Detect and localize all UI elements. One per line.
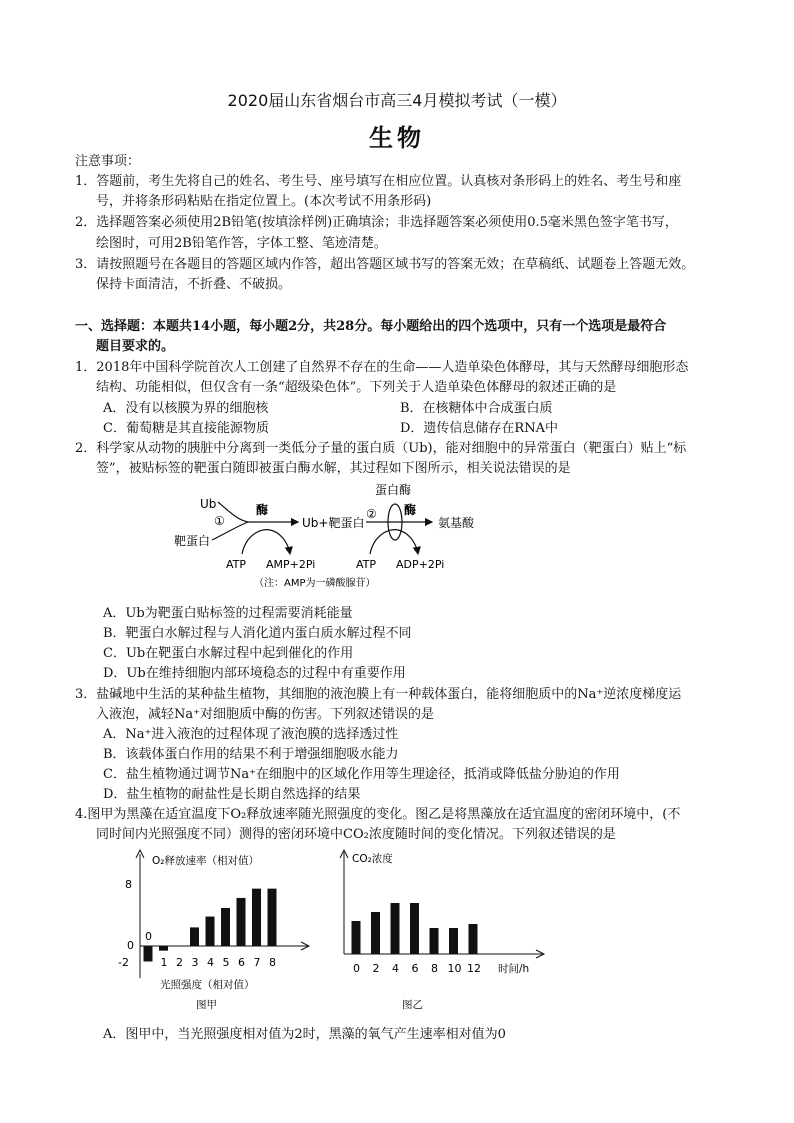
ub-pathway-diagram [170,478,550,590]
amp-label: AMP+2Pi [266,558,316,571]
chart-co2-concentration [330,848,550,1013]
bar-10 [449,928,458,954]
ub-label: Ub [200,497,217,511]
adp-curve [398,530,418,554]
x-tick-label: 8 [431,962,438,975]
step1-marker: ① [214,514,225,528]
bar-0 [144,946,153,962]
y-axis-label: O₂释放速率（相对值） [152,855,259,867]
x-tick-label: 12 [467,962,481,975]
enzyme2-label: 酶 [404,503,417,517]
amino-acid-label: 氨基酸 [438,516,475,530]
adp-label: ADP+2Pi [396,558,445,571]
step2-marker: ② [366,507,377,521]
atp1-curve [242,530,270,554]
notice-line: 1．答题前，考生先将自己的姓名、考生号、座号填写在相应位置。认真核对条形码上的姓名、考生号和座 [75,174,682,189]
notice-heading: 注意事项： [75,154,141,169]
x-tick-label: 1 [160,956,168,969]
chart-caption: 图乙 [402,999,423,1011]
q1-option-d: D．遗传信息储存在RNA中 [400,421,558,436]
bar-8 [430,928,439,954]
x-tick-label: 6 [411,962,419,975]
bar-12 [469,924,478,954]
diagram-note: （注：AMP为一磷酸腺苷） [254,578,376,589]
notice-line: 2．选择题答案必须使用2B铅笔(按填涂样例)正确填涂；非选择题答案必须使用0.5毫米黑色签字笔书写， [75,215,678,230]
x-tick-label: 4 [392,962,399,975]
enzyme1-label: 酶 [256,503,269,517]
q4-stem-cont: 同时间内光照强度不同）测得的密闭环境中CO₂浓度随时间的变化情况。下列叙述错误的是 [96,827,616,842]
y-tick-label: -2 [118,956,129,969]
bar-1 [159,946,168,951]
q4-stem: 4.图甲为黑藻在适宜温度下O₂释放速率随光照强度的变化。图乙是将黑藻放在适宜温度的密闭环境中，(不 [75,807,681,822]
q2-option-d: D．Ub在维持细胞内部环境稳态的过程中有重要作用 [103,666,406,681]
q2-stem: 2．科学家从动物的胰脏中分离到一类低分子量的蛋白质（Ub)，能对细胞中的异常蛋白（靶蛋白）贴上“标 [75,441,687,456]
q1-option-c: C．葡萄糖是其直接能源物质 [103,421,269,436]
chart-caption: 图甲 [196,999,217,1011]
notice-line: 号，并将条形码粘贴在指定位置上。(本次考试不用条形码) [96,194,432,209]
q2-option-b: B．靶蛋白水解过程与人消化道内蛋白质水解过程不同 [103,626,412,641]
bar-6 [237,898,246,946]
atp2-label: ATP [356,558,377,571]
bar-6 [410,903,419,954]
amp-curve [270,530,290,554]
subject-title: 生物 [369,124,425,152]
x-tick-label: 4 [207,956,214,969]
bar-0 [352,921,361,954]
q1-stem-cont: 结构、功能相似，但仅含有一条“超级染色体”。下列关于人造单染色体酵母的叙述正确的是 [96,380,617,395]
bar-3 [190,927,199,946]
q2-option-c: C．Ub在靶蛋白水解过程中起到催化的作用 [103,646,354,661]
atp2-curve [370,530,398,554]
x-axis-label: 光照强度（相对值） [160,979,255,991]
notice-line: 保持卡面清洁，不折叠、不破损。 [96,277,292,292]
paper-title: 2020届山东省烟台市高三4月模拟考试（一模） [227,91,567,110]
q1-stem: 1．2018年中国科学院首次人工创建了自然界不存在的生命——人造单染色体酵母，其与天然酵母细胞形态 [75,360,689,375]
section-heading-cont: 题目要求的。 [96,339,175,354]
y-tick-label: 8 [125,878,132,891]
q1-option-b: B．在核糖体中合成蛋白质 [400,401,553,416]
x-tick-label: 2 [176,956,183,969]
bar-7 [252,889,261,946]
bar-5 [221,908,230,946]
bar-8 [268,889,277,946]
notice-line: 3．请按照题号在各题目的答题区域内作答，超出答题区域书写的答案无效；在草稿纸、试题卷上答题无效。 [75,257,695,272]
q2-stem-cont: 签”，被贴标签的靶蛋白随即被蛋白酶水解，其过程如下图所示，相关说法错误的是 [96,461,571,476]
x-tick-label: 3 [191,956,199,969]
q4-option-a: A．图甲中，当光照强度相对值为2时，黑藻的氧气产生速率相对值为0 [103,1027,506,1042]
x-tick-label: 7 [253,956,261,969]
ub-target-complex-label: Ub+靶蛋白 [302,516,365,530]
q2-option-a: A．Ub为靶蛋白贴标签的过程需要消耗能量 [103,606,353,621]
q3-stem-cont: 入液泡，减轻Na⁺对细胞质中酶的伤害。下列叙述错误的是 [96,707,434,722]
q3-stem: 3．盐碱地中生活的某种盐生植物，其细胞的液泡膜上有一种载体蛋白，能将细胞质中的Na⁺逆浓度梯度运 [75,687,682,702]
y-tick-label: 0 [127,939,134,952]
target-protein-label: 靶蛋白 [174,534,211,548]
atp1-label: ATP [226,558,247,571]
notice-line: 绘图时，可用2B铅笔作答，字体工整、笔迹清楚。 [96,236,387,251]
x-tick-label: 6 [238,956,245,969]
y-axis-label: CO₂浓度 [352,853,393,865]
q3-option-d: D．盐生植物的耐盐性是长期自然选择的结果 [103,787,361,802]
q3-option-b: B．该载体蛋白作用的结果不利于增强细胞吸水能力 [103,747,399,762]
x-tick-label: 2 [372,962,380,975]
q3-option-c: C．盐生植物通过调节Na⁺在细胞中的区域化作用等生理途径，抵消或降低盐分胁迫的作用 [103,767,620,782]
x-tick-label: 0 [353,962,360,975]
bar-4 [391,903,400,954]
x-tick-label: 0 [145,930,152,943]
bar-4 [206,917,215,946]
x-tick-label: 10 [447,962,462,975]
protease-label: 蛋白酶 [375,483,412,497]
x-tick-label: 5 [222,956,230,969]
x-axis-label: 时间/h [498,963,530,975]
bar-2 [371,912,380,954]
q1-option-a: A．没有以核膜为界的细胞核 [103,401,269,416]
x-tick-label: 8 [269,956,276,969]
q3-option-a: A．Na⁺进入液泡的过程体现了液泡膜的选择透过性 [103,727,399,742]
chart-o2-release-rate [108,848,318,1013]
section-heading: 一、选择题：本题共14小题，每小题2分，共28分。每小题给出的四个选项中，只有一个选项是最符合 [75,319,667,334]
